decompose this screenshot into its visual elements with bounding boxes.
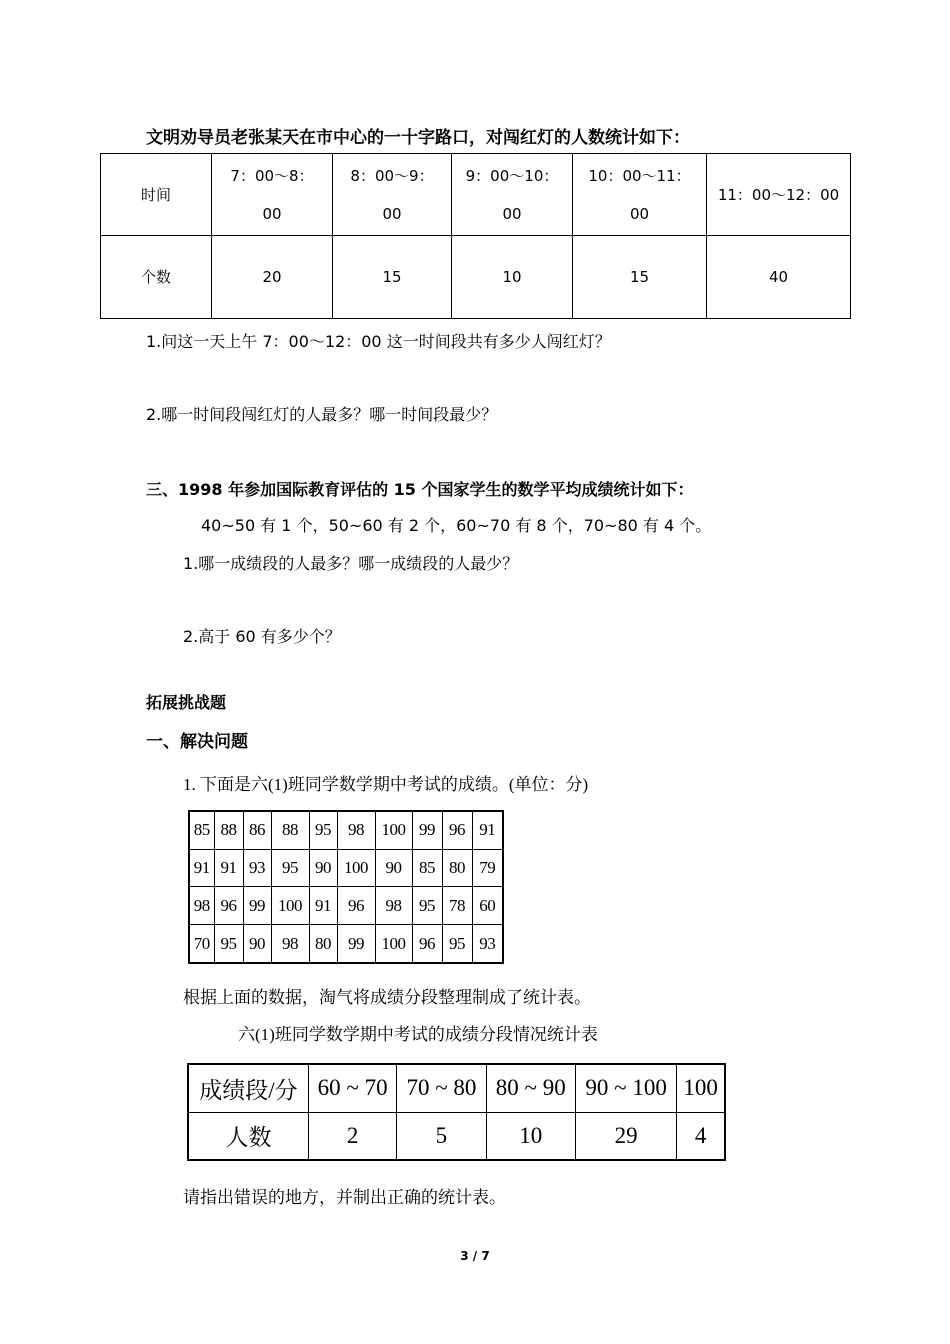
score-cell: 80 — [309, 925, 337, 963]
score-cell: 88 — [271, 811, 309, 849]
score-cell: 100 — [337, 849, 375, 887]
score-grid — [188, 810, 504, 964]
time-cell: 8：00～9： 00 — [333, 154, 452, 236]
stat-range: 80 ~ 90 — [486, 1064, 575, 1112]
section3-question-2: 2.高于 60 有多少个？ — [183, 627, 341, 646]
score-cell: 99 — [337, 925, 375, 963]
score-cell: 91 — [472, 811, 503, 849]
score-cell: 91 — [214, 849, 243, 887]
stat-count: 29 — [575, 1112, 676, 1160]
time-cell: 7：00～8： 00 — [212, 154, 333, 236]
score-cell: 99 — [412, 811, 442, 849]
score-cell: 85 — [189, 811, 214, 849]
stat-count: 5 — [397, 1112, 486, 1160]
score-cell: 95 — [214, 925, 243, 963]
score-cell: 91 — [309, 887, 337, 925]
score-row — [189, 811, 503, 849]
score-cell: 90 — [309, 849, 337, 887]
time-cell: 10：00～11： 00 — [573, 154, 707, 236]
count-cell: 15 — [573, 236, 707, 319]
score-cell: 79 — [472, 849, 503, 887]
score-cell: 93 — [472, 925, 503, 963]
page-number: 3 / 7 — [460, 1249, 490, 1263]
instruction-text: 请指出错误的地方，并制出正确的统计表。 — [183, 1188, 506, 1207]
question-2: 2.哪一时间段闯红灯的人最多？哪一时间段最少？ — [146, 405, 498, 424]
score-cell: 95 — [412, 887, 442, 925]
row-header-count: 个数 — [101, 236, 212, 319]
score-cell: 85 — [412, 849, 442, 887]
time-cell: 11：00～12：00 — [707, 154, 851, 236]
score-cell: 60 — [472, 887, 503, 925]
time-cell: 9：00～10： 00 — [452, 154, 573, 236]
score-cell: 96 — [214, 887, 243, 925]
score-cell: 98 — [337, 811, 375, 849]
score-cell: 95 — [442, 925, 472, 963]
stat-range: 90 ~ 100 — [575, 1064, 676, 1112]
score-cell: 90 — [243, 925, 271, 963]
score-cell: 98 — [271, 925, 309, 963]
stat-table — [187, 1063, 726, 1161]
score-cell: 100 — [375, 811, 412, 849]
count-cell: 40 — [707, 236, 851, 319]
score-cell: 95 — [271, 849, 309, 887]
section3-title: 三、1998 年参加国际教育评估的 15 个国家学生的数学平均成绩统计如下： — [146, 480, 694, 499]
score-cell: 100 — [271, 887, 309, 925]
stat-range: 100 — [677, 1064, 725, 1112]
problem-1: 1. 下面是六(1)班同学数学期中考试的成绩。(单位：分) — [183, 775, 589, 794]
stat-count: 2 — [308, 1112, 396, 1160]
score-cell: 98 — [189, 887, 214, 925]
score-cell: 91 — [189, 849, 214, 887]
count-cell: 15 — [333, 236, 452, 319]
score-cell: 100 — [375, 925, 412, 963]
stat-range: 60 ~ 70 — [308, 1064, 396, 1112]
stat-count-label: 人数 — [188, 1112, 308, 1160]
stat-header-label: 成绩段/分 — [188, 1064, 308, 1112]
count-cell: 10 — [452, 236, 573, 319]
score-cell: 98 — [375, 887, 412, 925]
score-row — [189, 887, 503, 925]
score-cell: 86 — [243, 811, 271, 849]
intro-text: 文明劝导员老张某天在市中心的一十字路口，对闯红灯的人数统计如下： — [146, 128, 690, 148]
score-cell: 90 — [375, 849, 412, 887]
score-cell: 78 — [442, 887, 472, 925]
row-header-time: 时间 — [101, 154, 212, 236]
count-cell: 20 — [212, 236, 333, 319]
score-cell: 80 — [442, 849, 472, 887]
section1-title: 一、解决问题 — [146, 732, 248, 752]
stat-range: 70 ~ 80 — [397, 1064, 486, 1112]
challenge-title: 拓展挑战题 — [146, 693, 227, 712]
score-cell: 96 — [442, 811, 472, 849]
score-row — [189, 849, 503, 887]
stat-count: 4 — [677, 1112, 725, 1160]
score-row — [189, 925, 503, 963]
stat-count: 10 — [486, 1112, 575, 1160]
score-cell: 88 — [214, 811, 243, 849]
section3-question-1: 1.哪一成绩段的人最多？哪一成绩段的人最少？ — [183, 554, 519, 573]
organize-text: 根据上面的数据，淘气将成绩分段整理制成了统计表。 — [183, 988, 591, 1007]
score-cell: 70 — [189, 925, 214, 963]
red-light-table — [100, 153, 851, 319]
score-cell: 96 — [412, 925, 442, 963]
score-cell: 93 — [243, 849, 271, 887]
stat-table-caption: 六(1)班同学数学期中考试的成绩分段情况统计表 — [238, 1025, 598, 1044]
score-cell: 95 — [309, 811, 337, 849]
score-cell: 96 — [337, 887, 375, 925]
score-cell: 99 — [243, 887, 271, 925]
section3-data: 40~50 有 1 个，50~60 有 2 个，60~70 有 8 个，70~80 有 4 个。 — [201, 516, 712, 535]
question-1: 1.问这一天上午 7：00～12：00 这一时间段共有多少人闯红灯？ — [146, 332, 611, 351]
